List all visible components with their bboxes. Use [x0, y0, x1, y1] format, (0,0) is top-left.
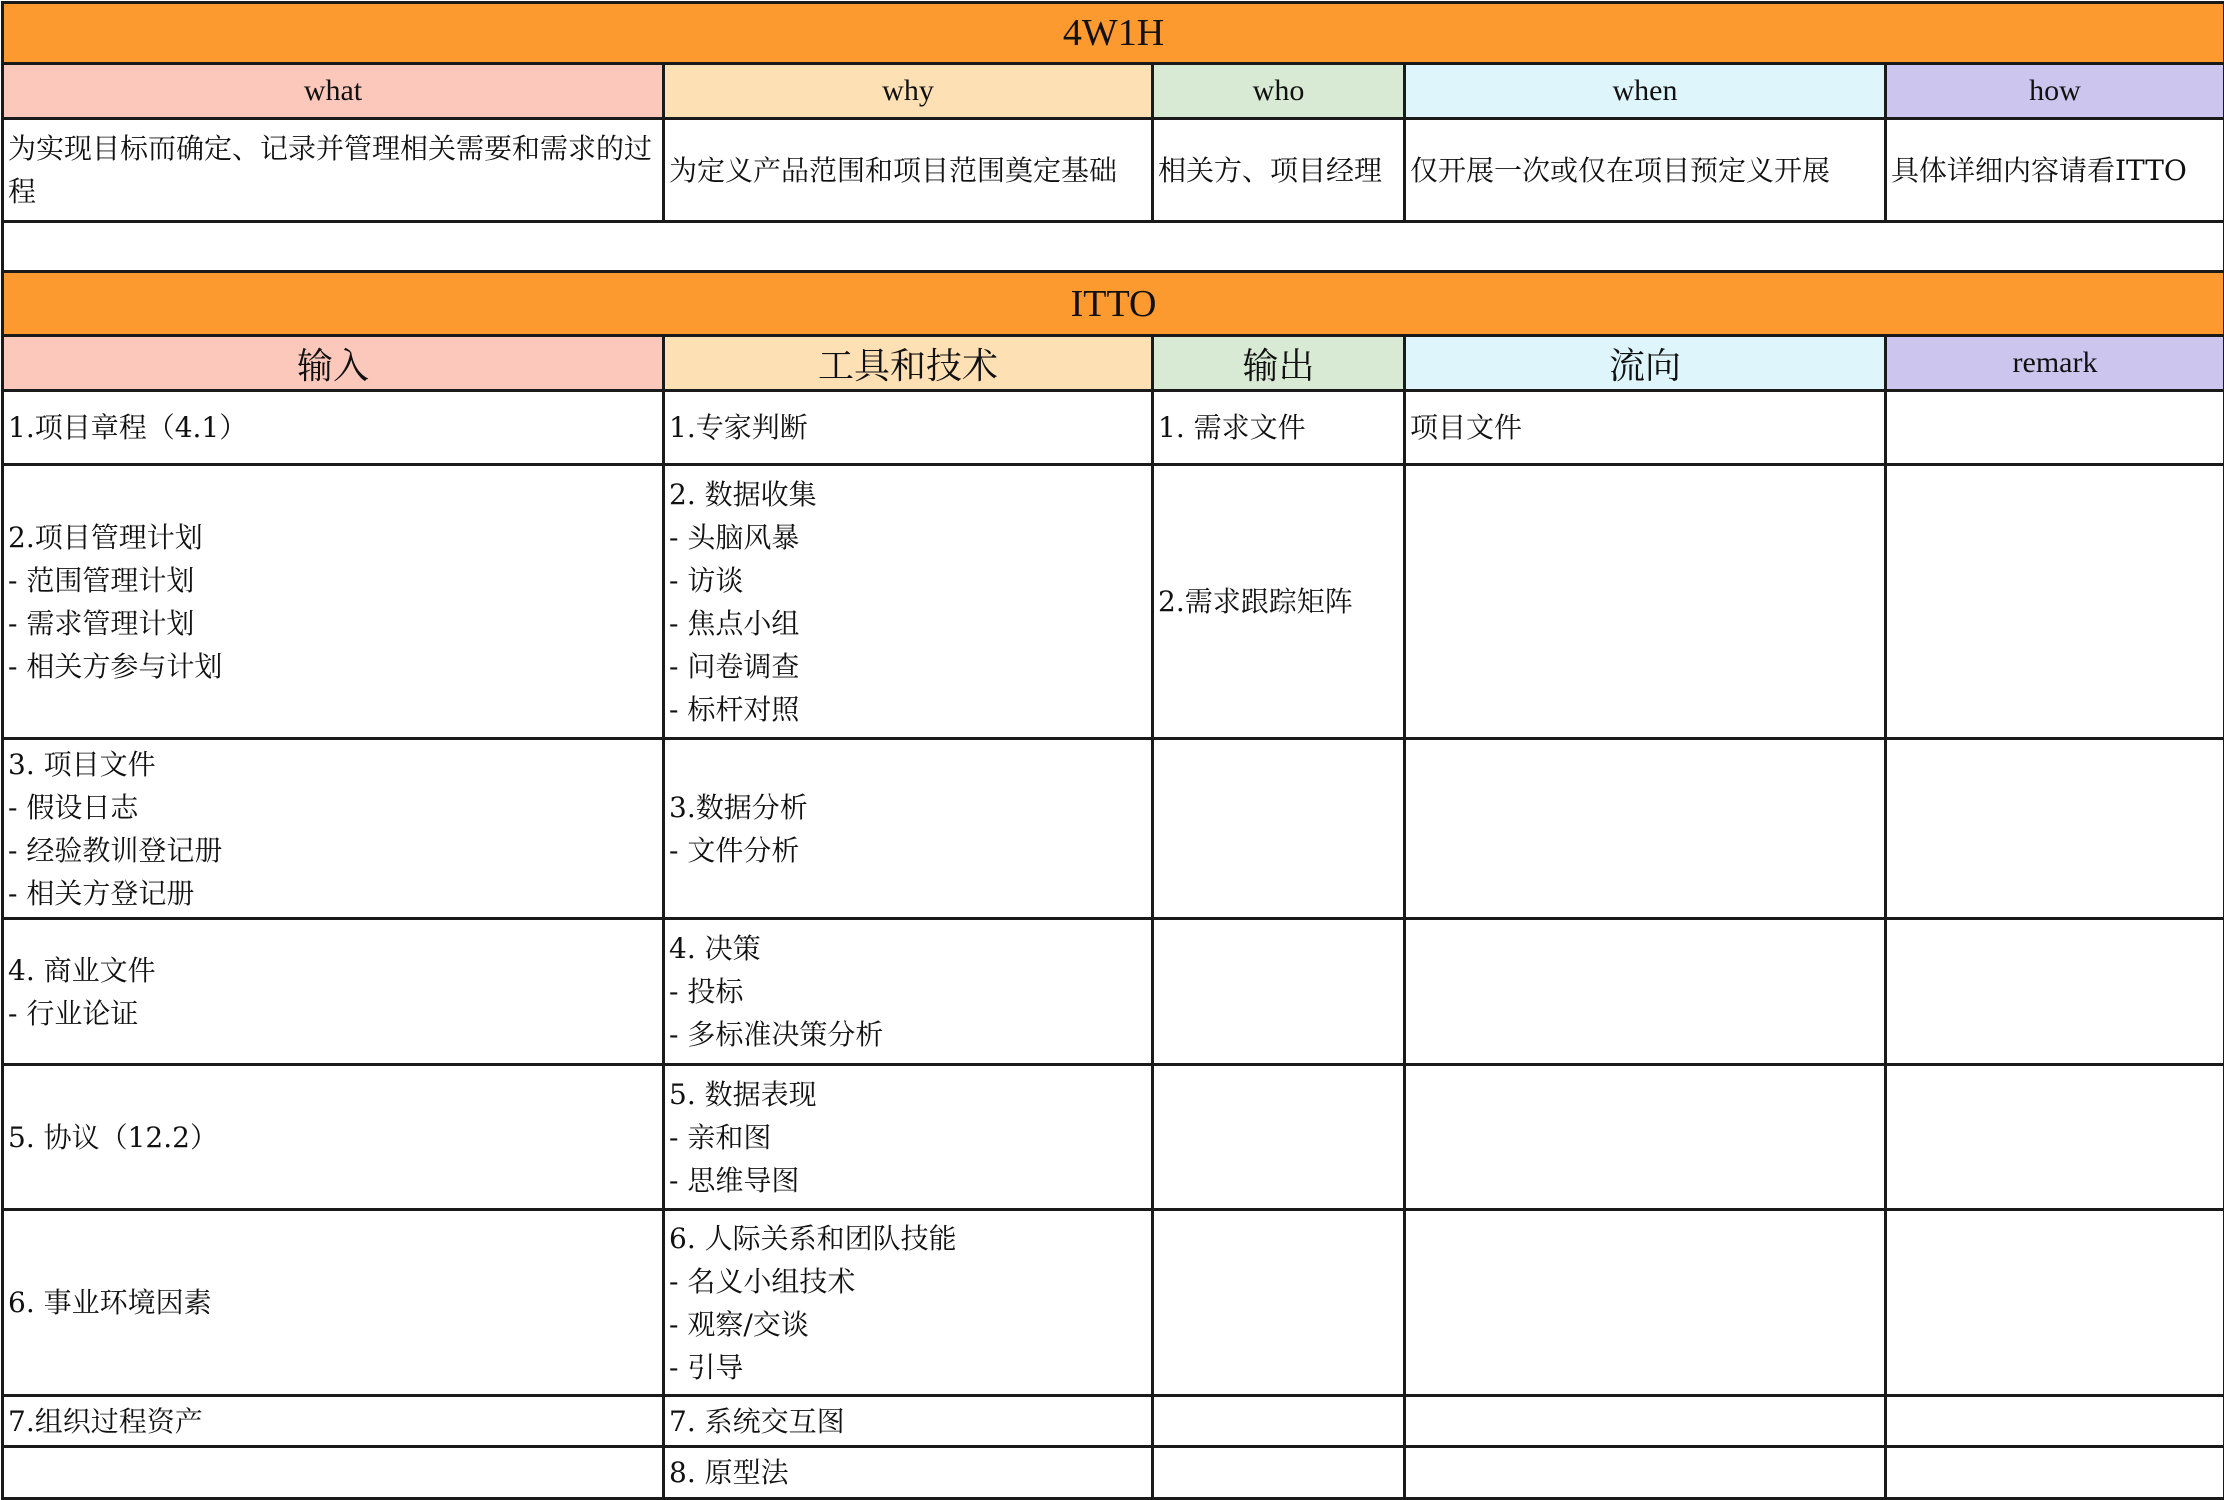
itto-row — [3, 465, 2224, 739]
itto-title: ITTO — [3, 272, 2224, 336]
itto-cell-remark — [1886, 465, 2224, 739]
itto-cell-remark — [1886, 1210, 2224, 1396]
itto-header-row — [3, 336, 2224, 391]
itto-cell-flow: 项目文件 — [1405, 391, 1886, 465]
itto-row — [3, 1210, 2224, 1396]
itto-cell-input: 7.组织过程资产 — [3, 1396, 664, 1447]
header-flow: 流向 — [1405, 336, 1886, 391]
itto-body — [3, 391, 2224, 1499]
itto-row — [3, 919, 2224, 1065]
itto-row — [3, 1447, 2224, 1499]
itto-cell-flow — [1405, 1447, 1886, 1499]
header-why: why — [664, 64, 1153, 119]
itto-cell-flow — [1405, 1210, 1886, 1396]
itto-cell-output: 1. 需求文件 — [1153, 391, 1405, 465]
header-output: 输出 — [1153, 336, 1405, 391]
itto-cell-output — [1153, 1210, 1405, 1396]
itto-cell-remark — [1886, 1447, 2224, 1499]
itto-cell-remark — [1886, 1065, 2224, 1210]
itto-cell-input: 1.项目章程（4.1） — [3, 391, 664, 465]
itto-cell-input: 6. 事业环境因素 — [3, 1210, 664, 1396]
header-who: who — [1153, 64, 1405, 119]
itto-cell-input: 5. 协议（12.2） — [3, 1065, 664, 1210]
value-who: 相关方、项目经理 — [1153, 119, 1405, 222]
header-when: when — [1405, 64, 1886, 119]
itto-cell-flow — [1405, 919, 1886, 1065]
itto-cell-output — [1153, 1447, 1405, 1499]
itto-cell-flow — [1405, 1396, 1886, 1447]
itto-cell-tools: 2. 数据收集 - 头脑风暴 - 访谈 - 焦点小组 - 问卷调查 - 标杆对照 — [664, 465, 1153, 739]
itto-cell-input — [3, 1447, 664, 1499]
itto-cell-input: 2.项目管理计划 - 范围管理计划 - 需求管理计划 - 相关方参与计划 — [3, 465, 664, 739]
itto-row — [3, 391, 2224, 465]
header-what: what — [3, 64, 664, 119]
spacer-cell — [3, 222, 2224, 272]
itto-row — [3, 1396, 2224, 1447]
itto-cell-output: 2.需求跟踪矩阵 — [1153, 465, 1405, 739]
itto-cell-tools: 3.数据分析 - 文件分析 — [664, 739, 1153, 919]
itto-cell-tools: 7. 系统交互图 — [664, 1396, 1153, 1447]
itto-cell-flow — [1405, 739, 1886, 919]
header-how: how — [1886, 64, 2224, 119]
itto-cell-remark — [1886, 739, 2224, 919]
itto-cell-remark — [1886, 391, 2224, 465]
itto-cell-flow — [1405, 465, 1886, 739]
w1h-value-row — [3, 119, 2224, 222]
itto-cell-tools: 4. 决策 - 投标 - 多标准决策分析 — [664, 919, 1153, 1065]
itto-row — [3, 1065, 2224, 1210]
value-what: 为实现目标而确定、记录并管理相关需要和需求的过程 — [3, 119, 664, 222]
itto-row — [3, 739, 2224, 919]
header-remark: remark — [1886, 336, 2224, 391]
header-tools: 工具和技术 — [664, 336, 1153, 391]
itto-cell-output — [1153, 919, 1405, 1065]
itto-cell-remark — [1886, 919, 2224, 1065]
itto-cell-output — [1153, 1065, 1405, 1210]
itto-cell-tools: 1.专家判断 — [664, 391, 1153, 465]
spacer-row — [3, 222, 2224, 272]
value-how: 具体详细内容请看ITTO — [1886, 119, 2224, 222]
itto-cell-tools: 5. 数据表现 - 亲和图 - 思维导图 — [664, 1065, 1153, 1210]
itto-cell-input: 4. 商业文件 - 行业论证 — [3, 919, 664, 1065]
itto-cell-tools: 8. 原型法 — [664, 1447, 1153, 1499]
itto-cell-remark — [1886, 1396, 2224, 1447]
value-why: 为定义产品范围和项目范围奠定基础 — [664, 119, 1153, 222]
itto-cell-output — [1153, 1396, 1405, 1447]
itto-cell-flow — [1405, 1065, 1886, 1210]
w1h-header-row — [3, 64, 2224, 119]
w1h-title: 4W1H — [3, 3, 2224, 64]
itto-cell-tools: 6. 人际关系和团队技能 - 名义小组技术 - 观察/交谈 - 引导 — [664, 1210, 1153, 1396]
header-input: 输入 — [3, 336, 664, 391]
process-table — [1, 1, 2224, 1500]
itto-cell-input: 3. 项目文件 - 假设日志 - 经验教训登记册 - 相关方登记册 — [3, 739, 664, 919]
itto-cell-output — [1153, 739, 1405, 919]
value-when: 仅开展一次或仅在项目预定义开展 — [1405, 119, 1886, 222]
